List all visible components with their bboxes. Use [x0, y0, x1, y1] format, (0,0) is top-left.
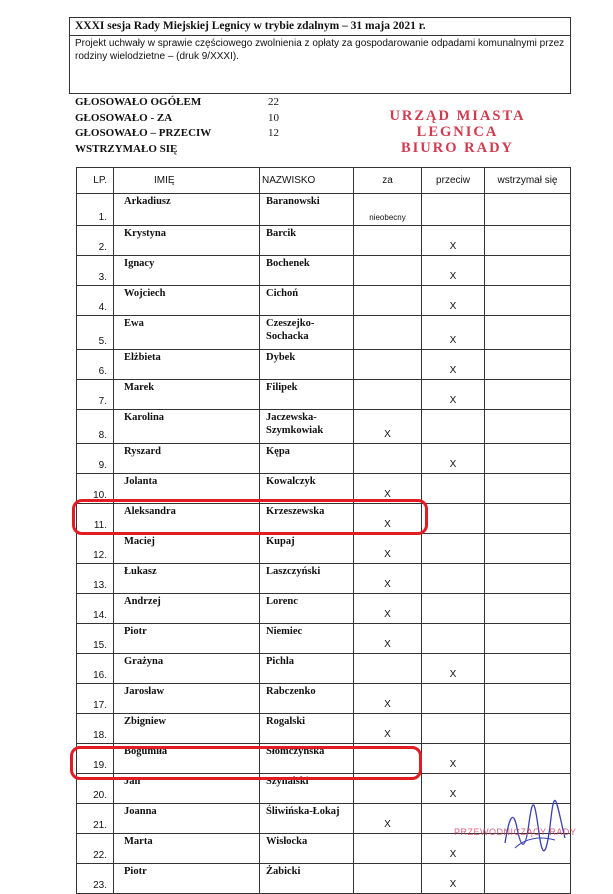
- table-row: [77, 564, 571, 594]
- first-name-cell: Krystyna: [114, 226, 260, 256]
- tally-row-total: [75, 96, 335, 112]
- table-row: [77, 286, 571, 316]
- lp-cell: 13.: [77, 564, 114, 594]
- first-name-cell: Joanna: [114, 804, 260, 834]
- lp-cell: 18.: [77, 714, 114, 744]
- vote-against-cell: [422, 684, 485, 714]
- lp-cell: 9.: [77, 444, 114, 474]
- surname-cell: Szynalski: [260, 774, 354, 804]
- vote-for-cell: [354, 256, 422, 286]
- lp-cell: 23.: [77, 864, 114, 894]
- first-name-cell: Piotr: [114, 624, 260, 654]
- table-row: [77, 380, 571, 410]
- lp-cell: 5.: [77, 316, 114, 350]
- session-title: XXXI sesja Rady Miejskiej Legnicy w trybie zdalnym – 31 maja 2021 r.: [70, 18, 570, 36]
- lp-cell: 3.: [77, 256, 114, 286]
- first-name-cell: Ignacy: [114, 256, 260, 286]
- surname-cell: Wisłocka: [260, 834, 354, 864]
- table-row: [77, 256, 571, 286]
- first-name-cell: Karolina: [114, 410, 260, 444]
- lp-cell: 21.: [77, 804, 114, 834]
- stamp-line: BIURO RADY: [400, 140, 515, 156]
- vote-abstain-cell: [485, 286, 571, 316]
- tally-label: GŁOSOWAŁO – PRZECIW: [75, 127, 212, 139]
- vote-abstain-cell: [485, 654, 571, 684]
- header-wstrzymal: wstrzymał się: [485, 168, 571, 194]
- document-header: [69, 17, 571, 94]
- surname-cell: Filipek: [260, 380, 354, 410]
- vote-against-cell: X: [422, 444, 485, 474]
- vote-abstain-cell: [485, 316, 571, 350]
- table-row: [77, 684, 571, 714]
- surname-cell: Rabczenko: [260, 684, 354, 714]
- vote-for-cell: X: [354, 594, 422, 624]
- tally-label: WSTRZYMAŁO SIĘ: [75, 142, 178, 155]
- vote-against-cell: X: [422, 864, 485, 894]
- first-name-cell: Andrzej: [114, 594, 260, 624]
- tally-value: 12: [268, 127, 279, 139]
- table-row: [77, 864, 571, 894]
- vote-abstain-cell: [485, 504, 571, 534]
- table-row: [77, 714, 571, 744]
- lp-cell: 17.: [77, 684, 114, 714]
- vote-for-cell: X: [354, 804, 422, 834]
- vote-against-cell: [422, 534, 485, 564]
- header-surname: NAZWISKO: [260, 168, 354, 194]
- first-name-cell: Elżbieta: [114, 350, 260, 380]
- surname-cell: Pichla: [260, 654, 354, 684]
- first-name-cell: Piotr: [114, 864, 260, 894]
- tally-value: 10: [268, 111, 279, 124]
- lp-cell: 16.: [77, 654, 114, 684]
- surname-cell: Krzeszewska: [260, 504, 354, 534]
- first-name-cell: Jolanta: [114, 474, 260, 504]
- tally-label: GŁOSOWAŁO OGÓŁEM: [75, 96, 202, 108]
- table-row: [77, 444, 571, 474]
- header-name: IMIĘ: [114, 168, 260, 194]
- vote-against-cell: [422, 714, 485, 744]
- surname-cell: Barcik: [260, 226, 354, 256]
- vote-against-cell: X: [422, 834, 485, 864]
- first-name-cell: Jan: [114, 774, 260, 804]
- vote-for-cell: [354, 286, 422, 316]
- table-row: [77, 194, 571, 226]
- vote-abstain-cell: [485, 226, 571, 256]
- first-name-cell: Ryszard: [114, 444, 260, 474]
- table-row: [77, 226, 571, 256]
- header-przeciw: przeciw: [422, 168, 485, 194]
- stamp-line: LEGNICA: [416, 124, 499, 140]
- resolution-description: Projekt uchwały w sprawie częściowego zwolnienia z opłaty za gospodarowanie odpadami komunalnymi przez rodziny wielodzietne – (druk 9/XXXI).: [75, 38, 565, 62]
- surname-cell: Słomczyńska: [260, 744, 354, 774]
- table-row: [77, 350, 571, 380]
- vote-abstain-cell: [485, 594, 571, 624]
- surname-cell: Jaczewska-Szymkowiak: [260, 410, 354, 444]
- first-name-cell: Grażyna: [114, 654, 260, 684]
- tally-row-for: [75, 112, 335, 128]
- first-name-cell: Wojciech: [114, 286, 260, 316]
- table-header-row: [77, 168, 571, 194]
- vote-for-cell: [354, 350, 422, 380]
- lp-cell: 14.: [77, 594, 114, 624]
- vote-for-cell: X: [354, 624, 422, 654]
- vote-for-cell: [354, 380, 422, 410]
- vote-for-cell: [354, 834, 422, 864]
- tally-label: GŁOSOWAŁO - ZA: [75, 111, 173, 124]
- vote-for-cell: X: [354, 504, 422, 534]
- tally-row-abstain: [75, 143, 335, 159]
- header-za: za: [354, 168, 422, 194]
- vote-abstain-cell: [485, 256, 571, 286]
- table-row: [77, 534, 571, 564]
- first-name-cell: Aleksandra: [114, 504, 260, 534]
- vote-for-cell: X: [354, 684, 422, 714]
- vote-against-cell: [422, 564, 485, 594]
- vote-abstain-cell: [485, 350, 571, 380]
- table-row: [77, 624, 571, 654]
- vote-abstain-cell: [485, 474, 571, 504]
- table-row: [77, 316, 571, 350]
- vote-for-cell: X: [354, 410, 422, 444]
- highlight-row-21: [70, 746, 422, 780]
- vote-against-cell: X: [422, 226, 485, 256]
- lp-cell: 22.: [77, 834, 114, 864]
- surname-cell: Dybek: [260, 350, 354, 380]
- lp-cell: 4.: [77, 286, 114, 316]
- surname-cell: Żabicki: [260, 864, 354, 894]
- first-name-cell: Ewa: [114, 316, 260, 350]
- vote-against-cell: X: [422, 380, 485, 410]
- lp-cell: 20.: [77, 774, 114, 804]
- vote-abstain-cell: [485, 534, 571, 564]
- vote-for-cell: [354, 316, 422, 350]
- vote-against-cell: X: [422, 774, 485, 804]
- vote-against-cell: [422, 504, 485, 534]
- table-row: [77, 410, 571, 444]
- lp-cell: 6.: [77, 350, 114, 380]
- vote-against-cell: [422, 624, 485, 654]
- vote-abstain-cell: [485, 564, 571, 594]
- lp-cell: 1.: [77, 194, 114, 226]
- vote-for-cell: X: [354, 564, 422, 594]
- first-name-cell: Jarosław: [114, 684, 260, 714]
- vote-against-cell: [422, 474, 485, 504]
- vote-against-cell: X: [422, 256, 485, 286]
- first-name-cell: Maciej: [114, 534, 260, 564]
- vote-for-cell: [354, 226, 422, 256]
- surname-cell: Śliwińska-Łokaj: [260, 804, 354, 834]
- lp-cell: 10.: [77, 474, 114, 504]
- first-name-cell: Zbigniew: [114, 714, 260, 744]
- vote-abstain-cell: [485, 444, 571, 474]
- first-name-cell: Bogumiła: [114, 744, 260, 774]
- vote-against-cell: [422, 594, 485, 624]
- vote-abstain-cell: [485, 624, 571, 654]
- vote-against-cell: [422, 194, 485, 226]
- signature-caption: PRZEWODNICZĄCY RADY: [454, 827, 577, 837]
- vote-for-cell: X: [354, 714, 422, 744]
- vote-abstain-cell: [485, 744, 571, 774]
- stamp-line: URZĄD MIASTA: [389, 108, 526, 124]
- lp-cell: 15.: [77, 624, 114, 654]
- lp-cell: 11.: [77, 504, 114, 534]
- vote-abstain-cell: [485, 864, 571, 894]
- header-lp: LP.: [77, 168, 114, 194]
- vote-abstain-cell: [485, 194, 571, 226]
- surname-cell: Lorenc: [260, 594, 354, 624]
- lp-cell: 12.: [77, 534, 114, 564]
- vote-for-cell: [354, 444, 422, 474]
- surname-cell: Niemiec: [260, 624, 354, 654]
- vote-against-cell: [422, 410, 485, 444]
- surname-cell: Kępa: [260, 444, 354, 474]
- surname-cell: Cichoń: [260, 286, 354, 316]
- first-name-cell: Łukasz: [114, 564, 260, 594]
- surname-cell: Bochenek: [260, 256, 354, 286]
- vote-against-cell: X: [422, 654, 485, 684]
- first-name-cell: Marek: [114, 380, 260, 410]
- tally-value: 22: [268, 96, 279, 108]
- vote-for-cell: [354, 864, 422, 894]
- vote-for-cell: X: [354, 534, 422, 564]
- vote-abstain-cell: [485, 684, 571, 714]
- vote-against-cell: X: [422, 316, 485, 350]
- lp-cell: 8.: [77, 410, 114, 444]
- table-row: [77, 654, 571, 684]
- vote-against-cell: X: [422, 350, 485, 380]
- vote-tally: [75, 96, 335, 158]
- first-name-cell: Arkadiusz: [114, 194, 260, 226]
- surname-cell: Kupaj: [260, 534, 354, 564]
- table-row: [77, 594, 571, 624]
- vote-for-cell: X: [354, 474, 422, 504]
- tally-row-against: [75, 127, 335, 143]
- vote-abstain-cell: [485, 410, 571, 444]
- surname-cell: Kowalczyk: [260, 474, 354, 504]
- surname-cell: Rogalski: [260, 714, 354, 744]
- lp-cell: 19.: [77, 744, 114, 774]
- vote-abstain-cell: [485, 714, 571, 744]
- office-stamp: [365, 108, 550, 156]
- lp-cell: 7.: [77, 380, 114, 410]
- first-name-cell: Marta: [114, 834, 260, 864]
- vote-against-cell: X: [422, 744, 485, 774]
- surname-cell: Czeszejko-Sochacka: [260, 316, 354, 350]
- vote-for-cell: nieobecny: [354, 194, 422, 226]
- surname-cell: Laszczyński: [260, 564, 354, 594]
- lp-cell: 2.: [77, 226, 114, 256]
- vote-for-cell: [354, 654, 422, 684]
- vote-abstain-cell: [485, 380, 571, 410]
- highlight-row-12: [72, 499, 428, 535]
- vote-against-cell: X: [422, 286, 485, 316]
- surname-cell: Baranowski: [260, 194, 354, 226]
